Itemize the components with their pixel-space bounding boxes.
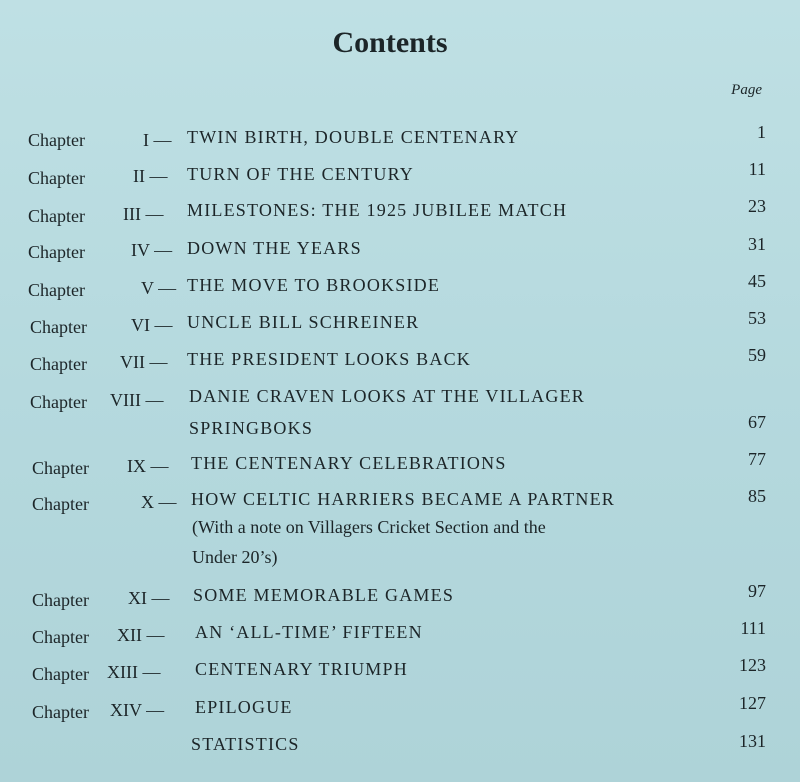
page-number: 123 [739,655,766,675]
page-number: 11 [748,159,766,179]
page-number: 111 [740,618,766,638]
chapter-number: X — [141,492,177,512]
chapter-number: XIV — [110,700,165,720]
chapter-label: Chapter [32,458,89,478]
chapter-label: Chapter [32,494,89,514]
chapter-title: EPILOGUE [195,697,293,717]
page-number: 127 [739,693,766,713]
chapter-label: Chapter [30,354,87,374]
chapter-label: Chapter [28,280,85,300]
page-number: 45 [748,271,766,291]
chapter-note-continuation: Under 20’s) [192,547,278,567]
page-number: 23 [748,196,766,216]
chapter-label: Chapter [32,627,89,647]
chapter-title: SOME MEMORABLE GAMES [193,585,455,605]
chapter-title: THE PRESIDENT LOOKS BACK [187,349,471,369]
chapter-number: VI — [131,315,173,335]
chapter-number: VIII — [110,390,164,410]
chapter-title: DANIE CRAVEN LOOKS AT THE VILLAGER [189,386,585,406]
chapter-label: Chapter [28,242,85,262]
page-number: 77 [748,449,766,469]
chapter-number: II — [133,166,168,186]
chapter-number: III — [123,204,164,224]
page-number: 59 [748,345,766,365]
page-number: 1 [757,122,766,142]
chapter-title: HOW CELTIC HARRIERS BECAME A PARTNER [191,489,616,509]
page-number: 31 [748,234,766,254]
page-title: Contents [332,26,448,59]
page-number: 85 [748,486,766,506]
chapter-title: STATISTICS [191,734,300,754]
chapter-title: TWIN BIRTH, DOUBLE CENTENARY [187,127,520,147]
chapter-number: XI — [128,588,170,608]
chapter-number: IV — [131,240,173,260]
chapter-title: UNCLE BILL SCHREINER [187,312,420,332]
chapter-label: Chapter [28,130,85,150]
chapter-title: AN ‘ALL-TIME’ FIFTEEN [195,622,423,642]
chapter-number: V — [141,278,177,298]
chapter-label: Chapter [28,206,85,226]
chapter-title: MILESTONES: THE 1925 JUBILEE MATCH [187,200,568,220]
chapter-note: (With a note on Villagers Cricket Section and the [192,517,546,537]
chapter-label: Chapter [32,590,89,610]
chapter-number: XII — [117,625,165,645]
chapter-title: THE MOVE TO BROOKSIDE [187,275,441,295]
chapter-number: XIII — [107,662,161,682]
chapter-number: I — [143,130,172,150]
page-number: 67 [748,412,766,432]
chapter-label: Chapter [30,317,87,337]
chapter-title-continuation: SPRINGBOKS [189,418,314,438]
chapter-number: VII — [120,352,168,372]
page-column-header: Page [731,82,762,98]
page-number: 97 [748,581,766,601]
chapter-label: Chapter [32,664,89,684]
page-number: 131 [739,731,766,751]
chapter-title: DOWN THE YEARS [187,238,362,258]
chapter-title: TURN OF THE CENTURY [187,164,414,184]
page-number: 53 [748,308,766,328]
chapter-number: IX — [127,456,169,476]
chapter-title: CENTENARY TRIUMPH [195,659,408,679]
chapter-label: Chapter [28,168,85,188]
chapter-label: Chapter [32,702,89,722]
chapter-title: THE CENTENARY CELEBRATIONS [191,453,507,473]
chapter-label: Chapter [30,392,87,412]
